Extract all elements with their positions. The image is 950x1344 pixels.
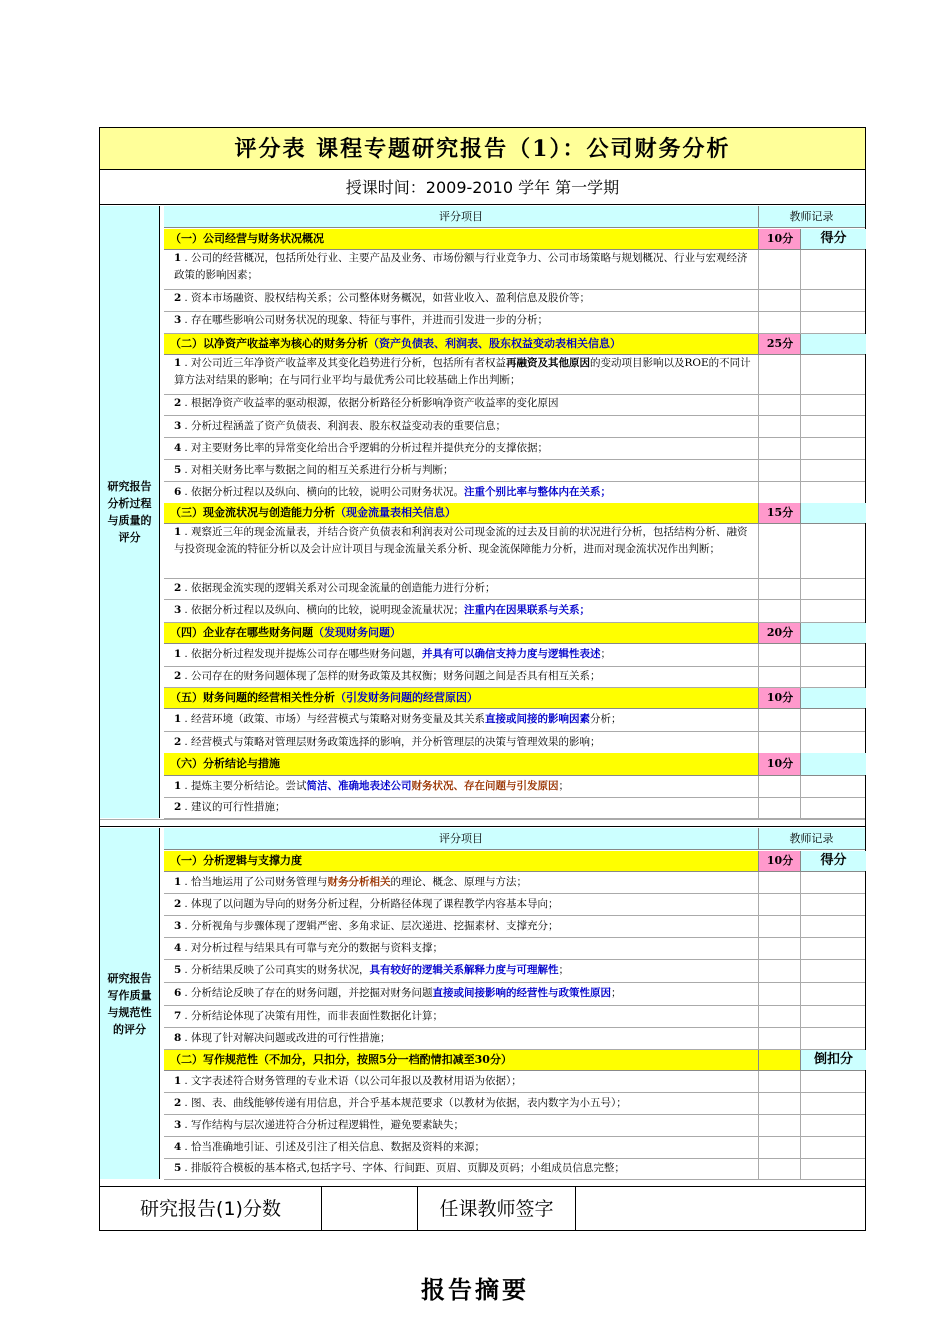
divider xyxy=(100,819,865,827)
score-cell[interactable] xyxy=(758,798,801,818)
list-item: 1 . 依据分析过程发现并提炼公司存在哪些财务问题，并具有可以确信支持力度与逻辑性表述； xyxy=(164,644,865,667)
score-cell[interactable] xyxy=(758,960,801,982)
list-item: 2 . 资本市场融资、股权结构关系；公司整体财务概况，如营业收入、盈利信息及股价等； xyxy=(164,290,865,312)
list-item: 4 . 恰当准确地引证、引述及引注了相关信息、数据及资料的来源； xyxy=(164,1137,865,1159)
section-5-header xyxy=(164,688,865,709)
score-cell[interactable] xyxy=(800,395,866,415)
header-teacher: 教师记录 xyxy=(789,210,834,223)
section-label: （三）现金流状况与创造能力分析 xyxy=(170,506,335,519)
deduction-header: 倒扣分 xyxy=(800,1050,866,1070)
score-cell[interactable] xyxy=(800,290,866,311)
list-item: 7 . 分析结论体现了决策有用性，而非表面性数据化计算； xyxy=(164,1006,865,1028)
list-item: 1 . 恰当地运用了公司财务管理与财务分析相关的理论、概念、原理与方法； xyxy=(164,872,865,894)
score-cell[interactable] xyxy=(800,776,866,797)
list-item: 6 . 分析结论反映了存在的财务问题，并挖掘对财务问题直接或间接影响的经营性与政策性原因； xyxy=(164,983,865,1006)
score-label: 研究报告(1)分数 xyxy=(100,1186,322,1230)
score-cell[interactable] xyxy=(800,1093,866,1114)
score-cell[interactable] xyxy=(758,894,801,915)
score-cell[interactable] xyxy=(800,1115,866,1136)
section-points: 10分 xyxy=(758,229,801,249)
list-item: 2 . 建议的可行性措施； xyxy=(164,798,865,819)
section-label: （六）分析结论与措施 xyxy=(164,753,758,775)
list-item: 4 . 对分析过程与结果具有可靠与充分的数据与资料支撑； xyxy=(164,938,865,960)
score-cell[interactable] xyxy=(758,312,801,333)
score-cell[interactable] xyxy=(800,732,866,753)
list-item: 1 . 经营环境（政策、市场）与经营模式与策略对财务变量及其关系直接或间接的影响因素分析； xyxy=(164,709,865,732)
list-item: 1 . 文字表述符合财务管理的专业术语（以公司年报以及教材用语为依据）； xyxy=(164,1071,865,1093)
section-note: （资产负债表、利润表、股东权益变动表相关信息） xyxy=(368,337,621,350)
list-item: 2 . 体现了以问题为导向的财务分析过程，分析路径体现了课程教学内容基本导向； xyxy=(164,894,865,916)
list-item: 3 . 分析过程涵盖了资产负债表、利润表、股东权益变动表的重要信息； xyxy=(164,416,865,438)
list-item: 2 . 经营模式与策略对管理层财务政策选择的影响，并分析管理层的决策与管理效果的影响； xyxy=(164,732,865,754)
teacher-sign-field[interactable] xyxy=(576,1186,865,1230)
score-cell[interactable] xyxy=(758,524,801,578)
section-label: （四）企业存在哪些财务问题 xyxy=(170,626,313,639)
score-cell[interactable] xyxy=(800,482,866,503)
score-cell[interactable] xyxy=(758,438,801,459)
summary-heading: 报告摘要 xyxy=(421,1275,529,1304)
section-note: （引发财务问题的经营原因） xyxy=(335,691,478,704)
score-cell[interactable] xyxy=(758,916,801,937)
list-item: 1 . 提炼主要分析结论。尝试简洁、准确地表述公司财务状况、存在问题与引发原因； xyxy=(164,776,865,798)
score-cell[interactable] xyxy=(758,732,801,753)
score-header: 得分 xyxy=(800,851,866,871)
score-cell[interactable] xyxy=(758,600,801,622)
part1-category-label: 研究报告分析过程与质量的评分 xyxy=(100,206,160,818)
score-cell[interactable] xyxy=(800,1071,866,1092)
section-3-header xyxy=(164,503,865,524)
score-cell[interactable] xyxy=(800,1006,866,1027)
section-note: （现金流量表相关信息） xyxy=(335,506,456,519)
list-item: 3 . 存在哪些影响公司财务状况的现象、特征与事件，并进而引发进一步的分析； xyxy=(164,312,865,334)
section-points: 25分 xyxy=(758,334,801,354)
section-points: 10分 xyxy=(758,688,801,708)
part1-header xyxy=(164,206,865,228)
term-info: 授课时间：2009-2010 学年 第一学期 xyxy=(100,171,865,205)
score-cell[interactable] xyxy=(758,579,801,599)
score-cell[interactable] xyxy=(800,1159,866,1179)
list-item: 2 . 根据净资产收益率的驱动根源，依据分析路径分析影响净资产收益率的变化原因 xyxy=(164,395,865,416)
score-cell[interactable] xyxy=(800,524,866,578)
score-cell[interactable] xyxy=(800,894,866,915)
score-cell[interactable] xyxy=(800,438,866,459)
score-cell[interactable] xyxy=(800,355,866,394)
list-item: 2 . 公司存在的财务问题体现了怎样的财务政策及其权衡；财务问题之间是否具有相互关系； xyxy=(164,667,865,688)
score-cell[interactable] xyxy=(758,1028,801,1049)
part2-section-2-header xyxy=(164,1050,865,1071)
teacher-sign-label: 任课教师签字 xyxy=(418,1186,576,1230)
score-cell[interactable] xyxy=(800,916,866,937)
score-header: 得分 xyxy=(800,229,866,249)
section-points: 10分 xyxy=(758,851,801,871)
list-item: 5 . 分析结果反映了公司真实的财务状况，具有较好的逻辑关系解释力度与可理解性； xyxy=(164,960,865,983)
score-cell[interactable] xyxy=(758,644,801,666)
score-cell[interactable] xyxy=(800,938,866,959)
section-6-header xyxy=(164,753,865,776)
score-cell[interactable] xyxy=(758,1006,801,1027)
list-item: 2 . 图、表、曲线能够传递有用信息，并合乎基本规范要求（以教材为依据，表内数字为小五号）； xyxy=(164,1093,865,1115)
score-cell[interactable] xyxy=(758,872,801,893)
score-cell[interactable] xyxy=(758,395,801,415)
score-cell[interactable] xyxy=(800,460,866,481)
score-cell[interactable] xyxy=(800,872,866,893)
score-cell[interactable] xyxy=(800,1028,866,1049)
section-2-header xyxy=(164,334,865,355)
section-points: 20分 xyxy=(758,623,801,643)
section-1-header xyxy=(164,229,865,250)
score-cell[interactable] xyxy=(758,983,801,1005)
score-cell[interactable] xyxy=(800,798,866,818)
score-cell[interactable] xyxy=(758,667,801,687)
section-label: （一）公司经营与财务状况概况 xyxy=(164,229,758,249)
score-cell[interactable] xyxy=(758,355,801,394)
score-cell[interactable] xyxy=(800,1137,866,1158)
score-cell[interactable] xyxy=(758,1159,801,1179)
list-item: 3 . 写作结构与层次递进符合分析过程逻辑性，避免要素缺失； xyxy=(164,1115,865,1137)
section-4-header xyxy=(164,623,865,644)
score-cell[interactable] xyxy=(758,1115,801,1136)
header-item: 评分项目 xyxy=(164,206,759,228)
section-note: （发现财务问题） xyxy=(313,626,401,639)
score-cell[interactable] xyxy=(758,250,801,289)
score-cell[interactable] xyxy=(758,1071,801,1092)
score-cell[interactable] xyxy=(758,482,801,503)
list-item: 5 . 对相关财务比率与数据之间的相互关系进行分析与判断； xyxy=(164,460,865,482)
score-cell[interactable] xyxy=(758,416,801,437)
score-field[interactable] xyxy=(322,1186,418,1230)
section-label: （五）财务问题的经营相关性分析 xyxy=(170,691,335,704)
section-points: 15分 xyxy=(758,503,801,523)
list-item: 2 . 依据现金流实现的逻辑关系对公司现金流量的创造能力进行分析； xyxy=(164,579,865,600)
score-cell[interactable] xyxy=(758,938,801,959)
part2-header xyxy=(164,828,865,850)
score-cell[interactable] xyxy=(800,600,866,622)
page-title: 评分表 课程专题研究报告（1）：公司财务分析 xyxy=(100,128,865,170)
section-label: （二）写作规范性（不加分，只扣分，按照5分一档酌情扣减至30分） xyxy=(164,1050,758,1070)
score-cell[interactable] xyxy=(800,644,866,666)
header-item: 评分项目 xyxy=(164,828,759,850)
list-item: 5 . 排版符合模板的基本格式,包括字号、字体、行间距、页眉、页脚及页码；小组成员信息完整； xyxy=(164,1159,865,1180)
part2-section-1-header xyxy=(164,851,865,872)
score-cell[interactable] xyxy=(800,250,866,289)
section-label: （二）以净资产收益率为核心的财务分析 xyxy=(170,337,368,350)
score-cell[interactable] xyxy=(800,579,866,599)
list-item: 4 . 对主要财务比率的异常变化给出合乎逻辑的分析过程并提供充分的支撑依据； xyxy=(164,438,865,460)
score-cell[interactable] xyxy=(800,983,866,1005)
score-cell[interactable] xyxy=(758,290,801,311)
list-item: 6 . 依据分析过程以及纵向、横向的比较，说明公司财务状况。注重个别比率与整体内在关系； xyxy=(164,482,865,504)
score-cell[interactable] xyxy=(800,667,866,687)
score-cell[interactable] xyxy=(800,709,866,731)
list-item: 1 . 观察近三年的现金流量表，并结合资产负债表和利润表对公司现金流的过去及目前的状况进行分析，包括结构分析、融资与投资现金流的特征分析以及会计应计项目与现金流量关系分析、现金流保障能力分析，进而对现金流状况作出判断； xyxy=(164,524,865,579)
list-item: 8 . 体现了针对解决问题或改进的可行性措施； xyxy=(164,1028,865,1050)
list-item: 1 . 公司的经营概况，包括所处行业、主要产品及业务、市场份额与行业竞争力、公司市场策略与规划概况、行业与宏观经济政策的影响因素； xyxy=(164,250,865,290)
list-item: 3 . 分析视角与步骤体现了逻辑严密、多角求证、层次递进、挖掘素材、支撑充分； xyxy=(164,916,865,938)
score-cell[interactable] xyxy=(758,776,801,797)
list-item: 1 . 对公司近三年净资产收益率及其变化趋势进行分析，包括所有者权益再融资及其他原因的变动项目影响以及ROE的不同计算方法对结果的影响；在与同行业平均与最优秀公司比较基础上作出判断； xyxy=(164,355,865,395)
score-cell[interactable] xyxy=(758,460,801,481)
score-cell[interactable] xyxy=(758,709,801,731)
list-item: 3 . 依据分析过程以及纵向、横向的比较，说明现金流量状况；注重内在因果联系与关系； xyxy=(164,600,865,623)
score-cell[interactable] xyxy=(800,312,866,333)
section-label: （一）分析逻辑与支撑力度 xyxy=(164,851,758,871)
score-cell[interactable] xyxy=(758,1093,801,1114)
header-teacher: 教师记录 xyxy=(789,832,834,845)
score-cell[interactable] xyxy=(800,416,866,437)
score-cell[interactable] xyxy=(758,1137,801,1158)
part2-category-label: 研究报告写作质量与规范性的评分 xyxy=(100,828,160,1179)
score-cell[interactable] xyxy=(800,960,866,982)
section-points: 10分 xyxy=(758,753,801,775)
